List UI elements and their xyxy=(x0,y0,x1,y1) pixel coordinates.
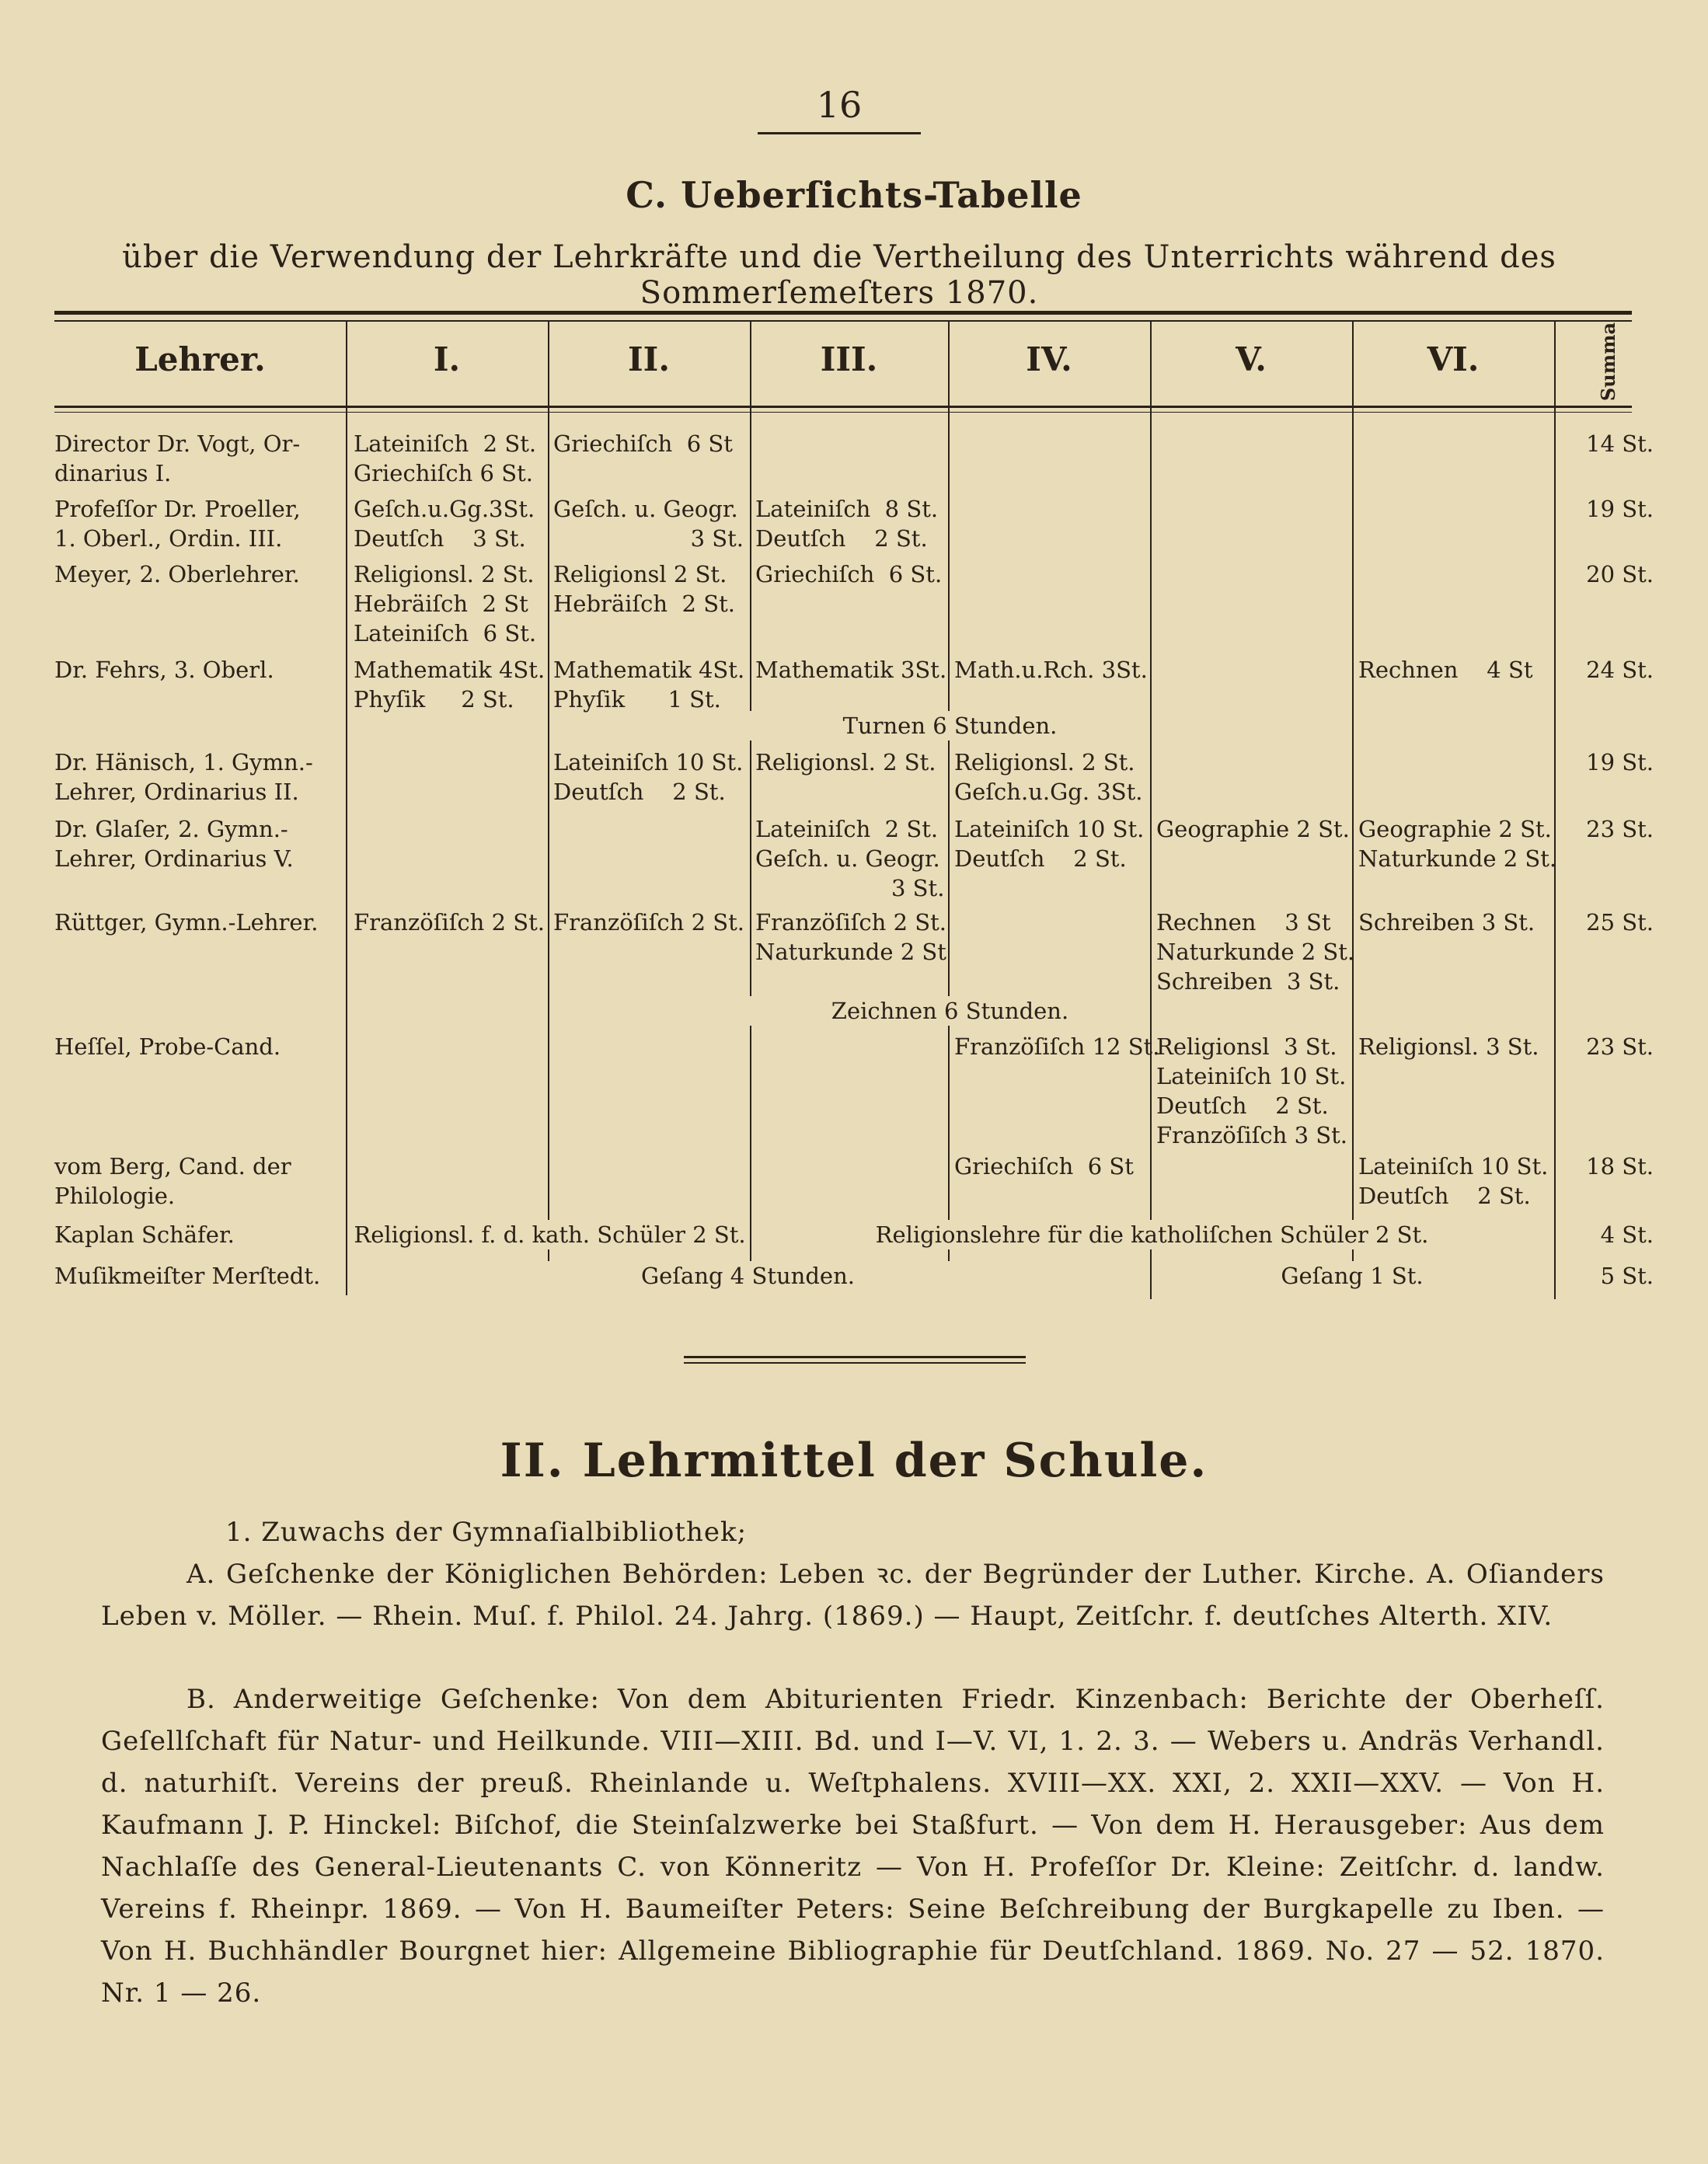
cell-line: Lateiniſch 2 St. xyxy=(755,816,939,842)
cell-line: Deutſch 2 St. xyxy=(954,845,1127,872)
cell-line: Religionsl 2 St. xyxy=(553,561,727,587)
cell-III xyxy=(755,814,945,903)
cell-sum: 14 St. xyxy=(1586,430,1654,457)
cell-line: Mathematik 4St. xyxy=(553,657,745,683)
cell-sum: 19 St. xyxy=(1586,496,1654,522)
teacher-line: Dr. Glaſer, 2. Gymn.- xyxy=(54,816,288,842)
cell-line: Franzöſiſch 2 St. xyxy=(553,909,744,936)
table-row-teacher xyxy=(54,814,342,873)
cell-line: Deutſch 2 St. xyxy=(755,525,928,552)
cell-line: Phyſik 2 St. xyxy=(354,686,514,713)
teacher-line: dinarius I. xyxy=(54,460,172,486)
cell-line: Naturkunde 2 St. xyxy=(1156,939,1355,965)
header-summa-label: Summa xyxy=(1597,322,1620,401)
cell-VI xyxy=(1358,1152,1548,1211)
cell-line: 3 St. xyxy=(690,525,744,552)
cell-line: Griechiſch 6 St. xyxy=(354,460,533,486)
section-title: II. Lehrmittel der Schule. xyxy=(500,1434,1208,1488)
cell-sum: 4 St. xyxy=(1600,1221,1654,1248)
cell-V xyxy=(1156,908,1354,996)
cell-II xyxy=(553,429,733,458)
page-number-rule xyxy=(758,132,921,134)
teacher-line: Lehrer, Ordinarius V. xyxy=(54,845,294,872)
cell-line: Griechiſch 6 St xyxy=(954,1153,1134,1180)
cell-VI xyxy=(1358,908,1535,937)
cell-line: Hebräiſch 2 St xyxy=(354,591,528,617)
cell-sum: 23 St. xyxy=(1586,1033,1654,1060)
section-divider-2 xyxy=(684,1362,1026,1364)
header-col-V: V. xyxy=(1236,340,1267,378)
paragraph-b: B. Anderweitige Geſchenke: Von dem Abiturienten Friedr. Kinzenbach: Berichte der Oberheſſ. Geſellſchaft für Natur- und Heilkunde. VIII—XIII. Bd. und I—V. VI, 1. 2. 3. — Webers u. Andräs Verhandl. d. naturhiſt. Vereins der preuß. Rheinlande u. Weſtphalens. XVIII—XX. XXI, 2. XXII—XXV. — Von H. Kaufmann J. P. Hinckel: Biſchof, die Steinſalzwerke bei Staßfurt. — Von dem H. Herausgeber: Aus dem Nachlaſſe des General-Lieutenants C. von Könneritz — Von H. Profeſſor Dr. Kleine: Zeitſchr. d. landw. Vereins f. Rheinpr. 1869. — Von H. Baumeiſter Peters: Seine Beſchreibung der Burgkapelle zu Iben. — Von H. Buchhändler Bourgnet hier: Allgemeine Bibliographie für Deutſchland. 1869. No. 27 — 52. 1870. Nr. 1 — 26. xyxy=(101,1684,1605,2009)
cell-line: Religionsl. 2 St. xyxy=(954,749,1135,775)
cell-II xyxy=(553,655,744,714)
cell-V xyxy=(1156,1032,1347,1150)
cell-IV xyxy=(954,655,1148,685)
col-line xyxy=(548,320,549,1264)
header-col-II: II. xyxy=(628,340,670,378)
table-row-teacher xyxy=(54,559,342,589)
cell-line: Deutſch 2 St. xyxy=(553,779,726,805)
cell-V xyxy=(1156,814,1350,844)
teacher-line: Dr. Hänisch, 1. Gymn.- xyxy=(54,749,313,775)
cell-I xyxy=(354,429,536,488)
header-col-III: III. xyxy=(820,340,878,378)
cell-line: Geſch. u. Geogr. xyxy=(755,845,940,872)
cell-VI xyxy=(1358,1032,1539,1061)
header-summa xyxy=(1554,319,1663,404)
cell-line: Schreiben 3 St. xyxy=(1156,968,1340,995)
cell-line: Religionsl 3 St. xyxy=(1156,1033,1337,1060)
cell-line: Lateiniſch 10 St. xyxy=(553,749,744,775)
cell-III xyxy=(755,559,942,589)
teacher-line: Philologie. xyxy=(54,1183,176,1209)
cell-line: Geographie 2 St. xyxy=(1358,816,1552,842)
teacher-line: Profeſſor Dr. Proeller, xyxy=(54,496,301,522)
cell-IV xyxy=(954,814,1144,873)
page-number: 16 xyxy=(816,84,863,126)
table-row-teacher xyxy=(54,1220,342,1249)
cell-I xyxy=(354,908,545,937)
section-item-1: 1. Zuwachs der Gymnaſialbibliothek; xyxy=(225,1517,748,1548)
teacher-line: Meyer, 2. Oberlehrer. xyxy=(54,561,300,587)
row-note-turnen: Turnen 6 Stunden. xyxy=(750,711,1150,740)
table-row-teacher xyxy=(54,494,342,553)
cell-line: Geſch.u.Gg. 3St. xyxy=(954,779,1143,805)
cell-line: Franzöſiſch 2 St. xyxy=(755,909,946,936)
cell-sum: 24 St. xyxy=(1586,657,1654,683)
header-lehrer: Lehrer. xyxy=(134,340,266,378)
cell-line: Franzöſiſch 12 St. xyxy=(954,1033,1160,1060)
cell-span-left: Religionsl. f. d. kath. Schüler 2 St. xyxy=(350,1220,750,1249)
cell-IV xyxy=(954,1152,1134,1181)
cell-line: Naturkunde 2 St. xyxy=(1358,845,1557,872)
teacher-line: vom Berg, Cand. der xyxy=(54,1153,291,1180)
cell-III xyxy=(755,908,946,967)
header-col-I: I. xyxy=(433,340,461,378)
cell-line: Lateiniſch 8 St. xyxy=(755,496,939,522)
teacher-line: Lehrer, Ordinarius II. xyxy=(54,779,299,805)
cell-line: Deutſch 2 St. xyxy=(1156,1092,1329,1119)
cell-sum: 23 St. xyxy=(1586,816,1654,842)
cell-line: Lateiniſch 10 St. xyxy=(1358,1153,1549,1180)
table-row-teacher xyxy=(54,655,342,685)
teacher-line: Director Dr. Vogt, Or- xyxy=(54,430,301,457)
cell-line: Griechiſch 6 St. xyxy=(755,561,943,587)
col-line xyxy=(1150,320,1152,1299)
table-subtitle: über die Verwendung der Lehrkräfte und die Vertheilung des Unterrichts während des Sommerſemeſters 1870. xyxy=(122,239,1556,311)
col-line xyxy=(1352,320,1354,1264)
cell-line: Phyſik 1 St. xyxy=(553,686,721,713)
cell-I xyxy=(354,494,535,553)
table-top-rule xyxy=(54,311,1632,315)
cell-line: Rechnen 4 St xyxy=(1358,657,1533,683)
cell-sum: 18 St. xyxy=(1586,1153,1654,1180)
cell-line: Geſch. u. Geogr. xyxy=(553,496,738,522)
cell-span-right: Religionslehre für die katholiſchen Schüler 2 St. xyxy=(754,1220,1550,1249)
table-row-teacher xyxy=(54,1152,342,1211)
cell-span-right: Geſang 1 St. xyxy=(1154,1261,1550,1291)
cell-II xyxy=(553,747,743,807)
cell-line: Mathematik 3St. xyxy=(755,657,947,683)
cell-IV xyxy=(954,1032,1159,1061)
header-col-VI: VI. xyxy=(1427,340,1480,378)
cell-VI xyxy=(1358,814,1556,873)
cell-line: Math.u.Rch. 3St. xyxy=(954,657,1148,683)
cell-line: Religionsl. 2 St. xyxy=(755,749,936,775)
table-title: C. Ueberſichts-Tabelle xyxy=(626,174,1082,216)
cell-line: Deutſch 3 St. xyxy=(354,525,526,552)
cell-line: Geographie 2 St. xyxy=(1156,816,1350,842)
teacher-line: 1. Oberl., Ordin. III. xyxy=(54,525,283,552)
table-header-rule xyxy=(54,406,1632,408)
table-row-teacher xyxy=(54,908,342,937)
teacher-line: Heſſel, Probe-Cand. xyxy=(54,1033,281,1060)
col-line xyxy=(948,320,950,1264)
cell-line: Lateiniſch 2 St. xyxy=(354,430,537,457)
cell-sum: 20 St. xyxy=(1586,561,1654,587)
table-row-teacher xyxy=(54,747,342,807)
cell-III xyxy=(755,494,938,553)
cell-III xyxy=(755,655,946,685)
cell-VI xyxy=(1358,655,1533,685)
cell-sum: 19 St. xyxy=(1586,749,1654,775)
row-note-zeichnen: Zeichnen 6 Stunden. xyxy=(750,996,1150,1026)
cell-line: Lateiniſch 6 St. xyxy=(354,620,537,646)
teacher-line: Kaplan Schäfer. xyxy=(54,1221,235,1248)
cell-I xyxy=(354,559,536,648)
cell-line: Rechnen 3 St xyxy=(1156,909,1331,936)
cell-sum: 5 St. xyxy=(1600,1263,1654,1289)
cell-line: Naturkunde 2 St xyxy=(755,939,946,965)
cell-line: Religionsl. 2 St. xyxy=(354,561,535,587)
cell-span-left: Geſang 4 Stunden. xyxy=(350,1261,1146,1291)
cell-II xyxy=(553,559,735,619)
cell-line: Geſch.u.Gg.3St. xyxy=(354,496,535,522)
cell-line: 3 St. xyxy=(891,875,945,901)
table-row-teacher xyxy=(54,1032,342,1061)
section-divider xyxy=(684,1356,1026,1358)
cell-I xyxy=(354,655,545,714)
teacher-line: Muſikmeiſter Merſtedt. xyxy=(54,1263,321,1289)
cell-line: Griechiſch 6 St xyxy=(553,430,733,457)
table-row-teacher xyxy=(54,429,342,488)
cell-line: Deutſch 2 St. xyxy=(1358,1183,1531,1209)
cell-IV xyxy=(954,747,1142,807)
cell-line: Franzöſiſch 3 St. xyxy=(1156,1122,1347,1148)
cell-line: Hebräiſch 2 St. xyxy=(553,591,735,617)
cell-sum: 25 St. xyxy=(1586,909,1654,936)
cell-line: Schreiben 3 St. xyxy=(1358,909,1535,936)
cell-II xyxy=(553,908,744,937)
table-top-rule-2 xyxy=(54,320,1632,322)
paragraph-a: A. Geſchenke der Königlichen Behörden: Leben ꝛc. der Begründer der Luther. Kirche. A. Oſianders Leben v. Möller. — Rhein. Muſ. f. Philol. 24. Jahrg. (1869.) — Haupt, Zeitſchr. f. deutſches Alterth. XIV. xyxy=(101,1559,1605,1632)
cell-line: Religionsl. 3 St. xyxy=(1358,1033,1539,1060)
cell-II xyxy=(553,494,744,553)
col-line xyxy=(346,320,347,1295)
teacher-line: Dr. Fehrs, 3. Oberl. xyxy=(54,657,274,683)
cell-line: Mathematik 4St. xyxy=(354,657,546,683)
table-row-teacher xyxy=(54,1261,342,1291)
col-line xyxy=(750,320,751,1264)
teacher-line: Rüttger, Gymn.-Lehrer. xyxy=(54,909,319,936)
cell-line: Lateiniſch 10 St. xyxy=(1156,1063,1347,1089)
table-header-rule-2 xyxy=(54,412,1632,413)
cell-line: Lateiniſch 10 St. xyxy=(954,816,1145,842)
cell-line: Franzöſiſch 2 St. xyxy=(354,909,545,936)
header-col-IV: IV. xyxy=(1026,340,1072,378)
cell-III xyxy=(755,747,936,777)
